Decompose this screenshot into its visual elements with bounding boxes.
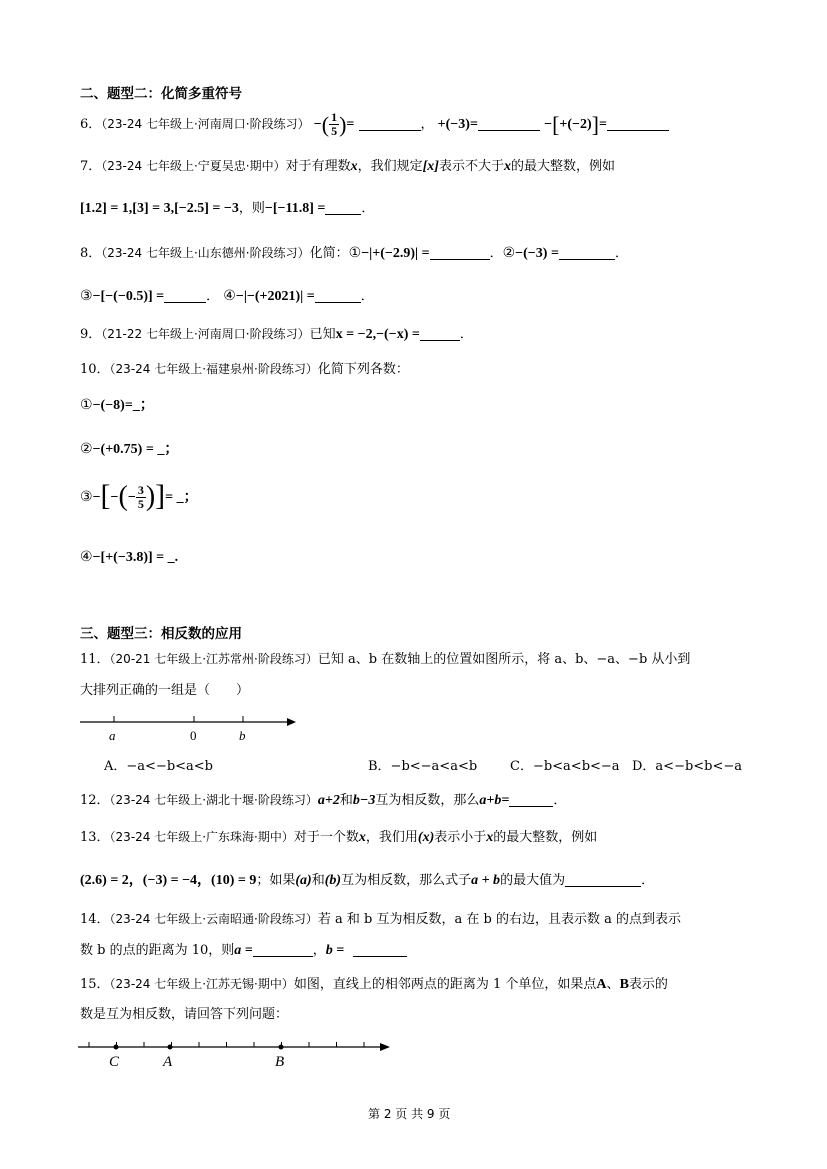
q9-source: （21-22 七年级上·河南周口·阶段练习）: [101, 327, 310, 341]
q9-blank[interactable]: [420, 326, 460, 341]
q6-expr1-sign: −: [313, 117, 322, 132]
q11-option-a[interactable]: A．−a<−b<a<b: [104, 759, 213, 774]
q6-blank-2[interactable]: [478, 116, 540, 131]
section-2-title: 二、题型二：化简多重符号: [80, 86, 242, 102]
question-7-line-2: [1.2] = 1,[3] = 3,[−2.5] = −3，则−[−11.8] = ．: [80, 201, 375, 216]
question-9: 9．（21-22 七年级上·河南周口·阶段练习）已知x = −2,−(−x) = ．: [80, 327, 473, 342]
q12-blank[interactable]: [509, 792, 553, 807]
question-10: 10．（23-24 七年级上·福建泉州·阶段练习）化简下列各数：: [80, 362, 409, 377]
q6-number: 6．: [80, 117, 102, 132]
axis-label-a: a: [109, 728, 116, 743]
q6-expr3: +(−2): [559, 117, 592, 132]
question-13: 13．（23-24 七年级上·广东珠海·期中）对于一个数x，我们用(x)表示小于x的最大整数，例如: [80, 830, 598, 845]
q11-option-c[interactable]: C．−b<a<b<−a: [510, 759, 620, 774]
q14-blank-a[interactable]: [253, 942, 313, 957]
question-14-line-2: 数 b 的点的距离为 10，则a = ，b =: [80, 942, 407, 960]
question-14: 14．（23-24 七年级上·云南昭通·阶段练习）若 a 和 b 互为相反数，a 在 b 的右边，且表示数 a 的点到表示: [80, 912, 681, 927]
q11-option-b[interactable]: B．−b<−a<a<b: [368, 759, 478, 774]
axis-label-c: C: [109, 1054, 120, 1070]
axis-label-zero: 0: [190, 728, 197, 743]
q13-blank[interactable]: [565, 872, 641, 887]
question-11: 11．（20-21 七年级上·江苏常州·阶段练习）已知 a、b 在数轴上的位置如图所示，将 a、b、−a、−b 从小到: [80, 652, 691, 667]
q7-blank[interactable]: [325, 200, 361, 215]
question-7: 7．（23-24 七年级上·宁夏吴忠·期中）对于有理数x，我们规定[x]表示不大于x的最大整数，例如: [80, 159, 615, 174]
axis-label-b: b: [239, 728, 246, 743]
question-13-line-2: (2.6) = 2，(−3) = −4，(10) = 9；如果(a)和(b)互为相反数，那么式子a + b的最大值为 ．: [80, 873, 655, 888]
question-8: 8．（23-24 七年级上·山东德州·阶段练习）化简：①−|+(−2.9)| = ．②−(−3) = ．: [80, 245, 628, 261]
q10-item-2: ②−(+0.75) = _；: [80, 441, 179, 457]
q6-expr2: +(−3): [437, 117, 470, 132]
q6-blank-3[interactable]: [607, 116, 669, 131]
question-15-line-2: 数是互为相反数，请回答下列问题：: [80, 1007, 289, 1022]
q8-blank-4[interactable]: [315, 288, 361, 303]
q14-blank-b[interactable]: [353, 942, 407, 957]
q11-number-line: [78, 712, 300, 746]
q6-fraction: $\frac{1}{5}$: [331, 110, 338, 138]
q10-item-3: ③−[−(− $\frac{3}{5}$ )]= _；: [80, 479, 198, 512]
axis-label-a15: A: [163, 1054, 173, 1070]
q7-source: （23-24 七年级上·宁夏吴忠·期中）: [101, 159, 286, 173]
q11-source: （20-21 七年级上·江苏常州·阶段练习）: [109, 652, 318, 666]
q14-source: （23-24 七年级上·云南昭通·阶段练习）: [109, 912, 318, 926]
q10-source: （23-24 七年级上·福建泉州·阶段练习）: [109, 362, 318, 376]
q10-item-1: ①−(−8)=_；: [80, 397, 154, 413]
q6-source: （23-24 七年级上·河南周口·阶段练习）: [101, 117, 310, 131]
q12-source: （23-24 七年级上·湖北十堰·阶段练习）: [109, 793, 318, 807]
q6-blank-1[interactable]: [359, 116, 421, 131]
question-8-line-2: ③−[−(−0.5)] = ． ④−|−(+2021)| = ．: [80, 288, 374, 304]
q10-item-4: ④−[+(−3.8)] = _.: [80, 549, 179, 565]
q13-source: （23-24 七年级上·广东珠海·期中）: [109, 830, 294, 844]
q8-blank-1[interactable]: [430, 245, 490, 260]
question-11-line-2: 大排列正确的一组是（ ）: [80, 683, 250, 698]
page-footer: 第 2 页 共 9 页: [368, 1107, 451, 1121]
question-15: 15．（23-24 七年级上·江苏无锡·期中）如图，直线上的相邻两点的距离为 1 个单位，如果点A、B表示的: [80, 977, 668, 992]
q11-option-d[interactable]: D．a<−b<b<−a: [632, 759, 743, 774]
q8-blank-2[interactable]: [559, 245, 615, 260]
axis-label-b15: B: [275, 1054, 285, 1070]
question-6: 6．（23-24 七年级上·河南周口·阶段练习） −( $\frac{1}{5}$ )= ， +(−3)= −[+(−2)]=: [80, 111, 669, 138]
q8-blank-3[interactable]: [164, 288, 206, 303]
q15-source: （23-24 七年级上·江苏无锡·期中）: [109, 977, 294, 991]
q15-number-line: [76, 1036, 396, 1072]
question-12: 12．（23-24 七年级上·湖北十堰·阶段练习）a+2和b−3互为相反数，那么a+b= ．: [80, 793, 567, 808]
q7-examples: [1.2] = 1,[3] = 3,[−2.5] = −3: [80, 201, 239, 216]
section-3-title: 三、题型三：相反数的应用: [80, 626, 242, 642]
q8-source: （23-24 七年级上·山东德州·阶段练习）: [101, 246, 310, 260]
